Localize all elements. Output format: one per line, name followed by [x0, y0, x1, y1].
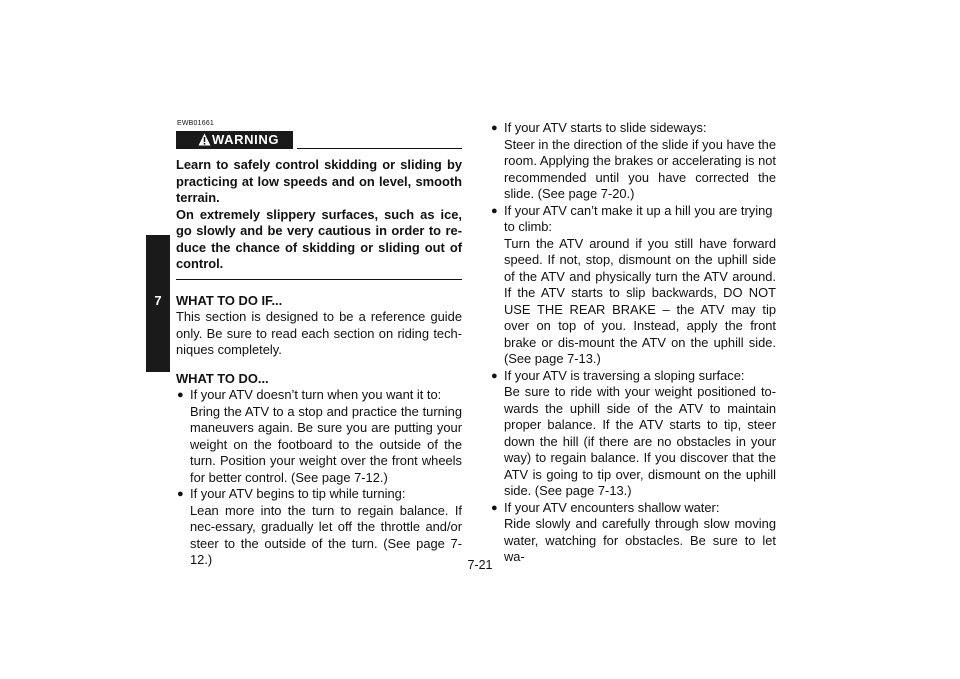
bullet-icon: ●	[491, 122, 498, 134]
situation-text: If your ATV doesn’t turn when you want it to:	[190, 387, 442, 402]
situation-text: If your ATV begins to tip while turning:	[190, 486, 406, 501]
warning-rule	[297, 148, 462, 149]
action-text: Steer in the direction of the slide if you have the room. Applying the brakes or accelerating is not recommended until you have corrected the slide. (See page 7-20.)	[504, 136, 776, 201]
list-item	[490, 500, 776, 566]
chapter-number: 7	[154, 293, 162, 308]
action-text: Be sure to ride with your weight positioned to-wards the uphill side of the ATV to maintain proper balance. If the ATV starts to tip, steer down the hill (if there are no obstacles in your way) to regain balance. If you discover that the ATV is going to tip over, dismount on the uphill side. (See page 7-13.)	[504, 384, 776, 498]
warning-triangle-icon	[198, 133, 211, 146]
warning-header	[176, 131, 462, 151]
warning-label: WARNING	[212, 132, 280, 147]
left-column	[176, 120, 462, 569]
bullet-icon: ●	[177, 389, 184, 401]
warning-text	[176, 157, 462, 280]
list-item	[176, 387, 462, 486]
intro-paragraph: This section is designed to be a reference guide only. Be sure to read each section on riding tech-niques completely.	[176, 309, 462, 357]
section-heading-what-to-do: WHAT TO DO...	[176, 370, 269, 386]
bullet-icon: ●	[177, 488, 184, 500]
action-text: Lean more into the turn to regain balance. If nec-essary, gradually let off the throttle and/or steer to the outside of the turn. (See page 7-12.)	[190, 502, 462, 567]
situation-text: If your ATV can’t make it up a hill you are trying to climb:	[504, 202, 773, 234]
warning-paragraph: On extremely slippery surfaces, such as ice, go slowly and be very cautious in order to re-duce the chance of skidding or sliding out of control.	[176, 206, 462, 271]
section-heading-what-to-do-if: WHAT TO DO IF...	[176, 292, 283, 308]
warning-code: EWB01661	[177, 120, 215, 127]
warning-paragraph: Learn to safely control skidding or sliding by practicing at low speeds and on level, smooth terrain.	[176, 157, 462, 205]
warning-badge	[176, 131, 293, 149]
bullet-icon: ●	[491, 501, 498, 514]
action-text: Bring the ATV to a stop and practice the turning maneuvers again. Be sure you are putting your weight on the footboard to the outside of the turn. Position your weight over the front wheels for better control. (See page 7-12.)	[190, 403, 462, 485]
bullet-icon: ●	[491, 204, 498, 217]
list-item	[490, 203, 776, 368]
situation-text: If your ATV starts to slide sideways:	[504, 120, 707, 135]
chapter-tab	[146, 235, 170, 372]
page-number: 7-21	[467, 558, 493, 572]
right-column	[490, 120, 776, 566]
action-text: Turn the ATV around if you still have forward speed. If not, stop, dismount on the uphill side of the ATV and physically turn the ATV around. If the ATV starts to slip backwards, DO NOT USE THE REAR BRAKE – the ATV may tip over on top of you. Instead, apply the front brake or dis-mount the ATV on the uphill side. (See page 7-13.)	[504, 235, 776, 366]
situation-text: If your ATV encounters shallow water:	[504, 499, 720, 515]
situation-text: If your ATV is traversing a sloping surface:	[504, 367, 745, 383]
list-item	[176, 486, 462, 569]
list-item	[490, 368, 776, 500]
action-text: Ride slowly and carefully through slow moving water, watching for obstacles. Be sure to let wa-	[504, 516, 776, 564]
bullet-icon: ●	[491, 369, 498, 382]
list-item	[490, 120, 776, 203]
